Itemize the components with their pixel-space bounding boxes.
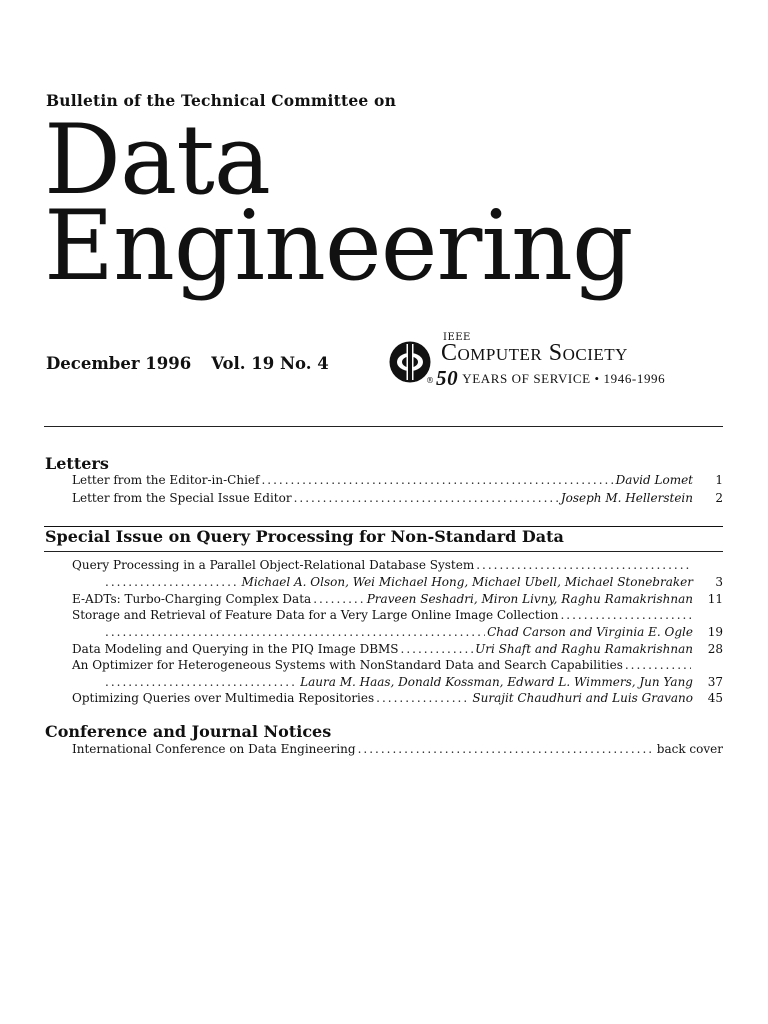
toc-leader xyxy=(105,624,485,640)
toc-entry[interactable] xyxy=(72,591,723,607)
toc-page: 28 xyxy=(707,642,723,656)
toc-leader xyxy=(560,607,691,623)
toc-page: 37 xyxy=(707,675,723,689)
toc-leader xyxy=(376,690,470,706)
title-line-engineering: Engineering xyxy=(44,190,633,302)
toc-page: 19 xyxy=(707,625,723,639)
divider-top xyxy=(44,426,723,427)
title-line-data: Data xyxy=(44,104,271,216)
toc-title: Letter from the Special Issue Editor xyxy=(72,491,292,505)
toc-page: 1 xyxy=(715,473,723,487)
toc-title: Data Modeling and Querying in the PIQ Image DBMS xyxy=(72,642,399,656)
toc-title: International Conference on Data Engineering xyxy=(72,742,356,756)
toc-title: Optimizing Queries over Multimedia Repositories xyxy=(72,691,375,705)
toc-page: 2 xyxy=(715,491,723,505)
toc-leader xyxy=(294,490,559,506)
toc-title: E-ADTs: Turbo-Charging Complex Data xyxy=(72,592,312,606)
toc-leader xyxy=(261,472,613,488)
years-label: YEARS OF SERVICE • 1946-1996 xyxy=(462,371,666,386)
ieee-computer-society-logo xyxy=(388,332,708,390)
toc-leader xyxy=(401,641,474,657)
toc-title: Query Processing in a Parallel Object-Relational Database System xyxy=(72,558,475,572)
toc-leader xyxy=(625,657,691,673)
registered-mark: ® xyxy=(426,376,434,385)
toc-entry-continuation[interactable] xyxy=(103,574,723,590)
toc-page: 11 xyxy=(707,592,723,606)
toc-title: Storage and Retrieval of Feature Data for a Very Large Online Image Collection xyxy=(72,608,559,622)
toc-entry[interactable] xyxy=(72,490,723,506)
toc-entry[interactable] xyxy=(72,557,723,573)
toc-authors: Uri Shaft and Raghu Ramakrishnan xyxy=(475,642,693,656)
toc-entry[interactable] xyxy=(72,657,723,673)
toc-page: back cover xyxy=(656,742,723,756)
toc-page: 3 xyxy=(715,575,723,589)
toc-leader xyxy=(313,591,365,607)
divider-special-bottom xyxy=(44,551,723,552)
section-heading-notices: Conference and Journal Notices xyxy=(45,722,332,741)
issue-info xyxy=(46,354,329,373)
toc-entry[interactable] xyxy=(72,607,723,623)
toc-authors: Joseph M. Hellerstein xyxy=(560,491,693,505)
toc-entry-continuation[interactable] xyxy=(103,624,723,640)
computer-society-label: Computer Society xyxy=(441,340,628,366)
toc-entry[interactable] xyxy=(72,641,723,657)
toc-authors: Michael A. Olson, Wei Michael Hong, Michael Ubell, Michael Stonebraker xyxy=(241,575,693,589)
ieee-label: IEEE xyxy=(443,332,471,343)
fifty-label: 50 xyxy=(436,366,459,390)
toc-authors: Praveen Seshadri, Miron Livny, Raghu Ramakrishnan xyxy=(366,592,693,606)
toc-authors: David Lomet xyxy=(615,473,693,487)
issue-date: December 1996 xyxy=(46,354,192,373)
toc-entry[interactable] xyxy=(72,690,723,706)
toc-title: An Optimizer for Heterogeneous Systems with NonStandard Data and Search Capabilities xyxy=(72,658,623,672)
toc-entry-continuation[interactable] xyxy=(103,674,723,690)
toc-leader xyxy=(105,674,298,690)
toc-authors: Laura M. Haas, Donald Kossman, Edward L. Wimmers, Jun Yang xyxy=(300,675,693,689)
toc-authors: Surajit Chaudhuri and Luis Gravano xyxy=(472,691,693,705)
issue-volume: Vol. 19 No. 4 xyxy=(211,354,329,373)
toc-leader xyxy=(476,557,691,573)
toc-leader xyxy=(105,574,240,590)
section-heading-letters: Letters xyxy=(45,454,109,473)
toc-entry[interactable] xyxy=(72,741,723,757)
toc-entry[interactable] xyxy=(72,472,723,488)
toc-page: 45 xyxy=(707,691,723,705)
section-heading-special-issue: Special Issue on Query Processing for Non-Standard Data xyxy=(45,527,564,546)
bulletin-subtitle: Bulletin of the Technical Committee on xyxy=(46,91,397,110)
years-of-service xyxy=(436,366,665,391)
toc-title: Letter from the Editor-in-Chief xyxy=(72,473,260,487)
toc-leader xyxy=(358,741,655,757)
toc-authors: Chad Carson and Virginia E. Ogle xyxy=(487,625,693,639)
